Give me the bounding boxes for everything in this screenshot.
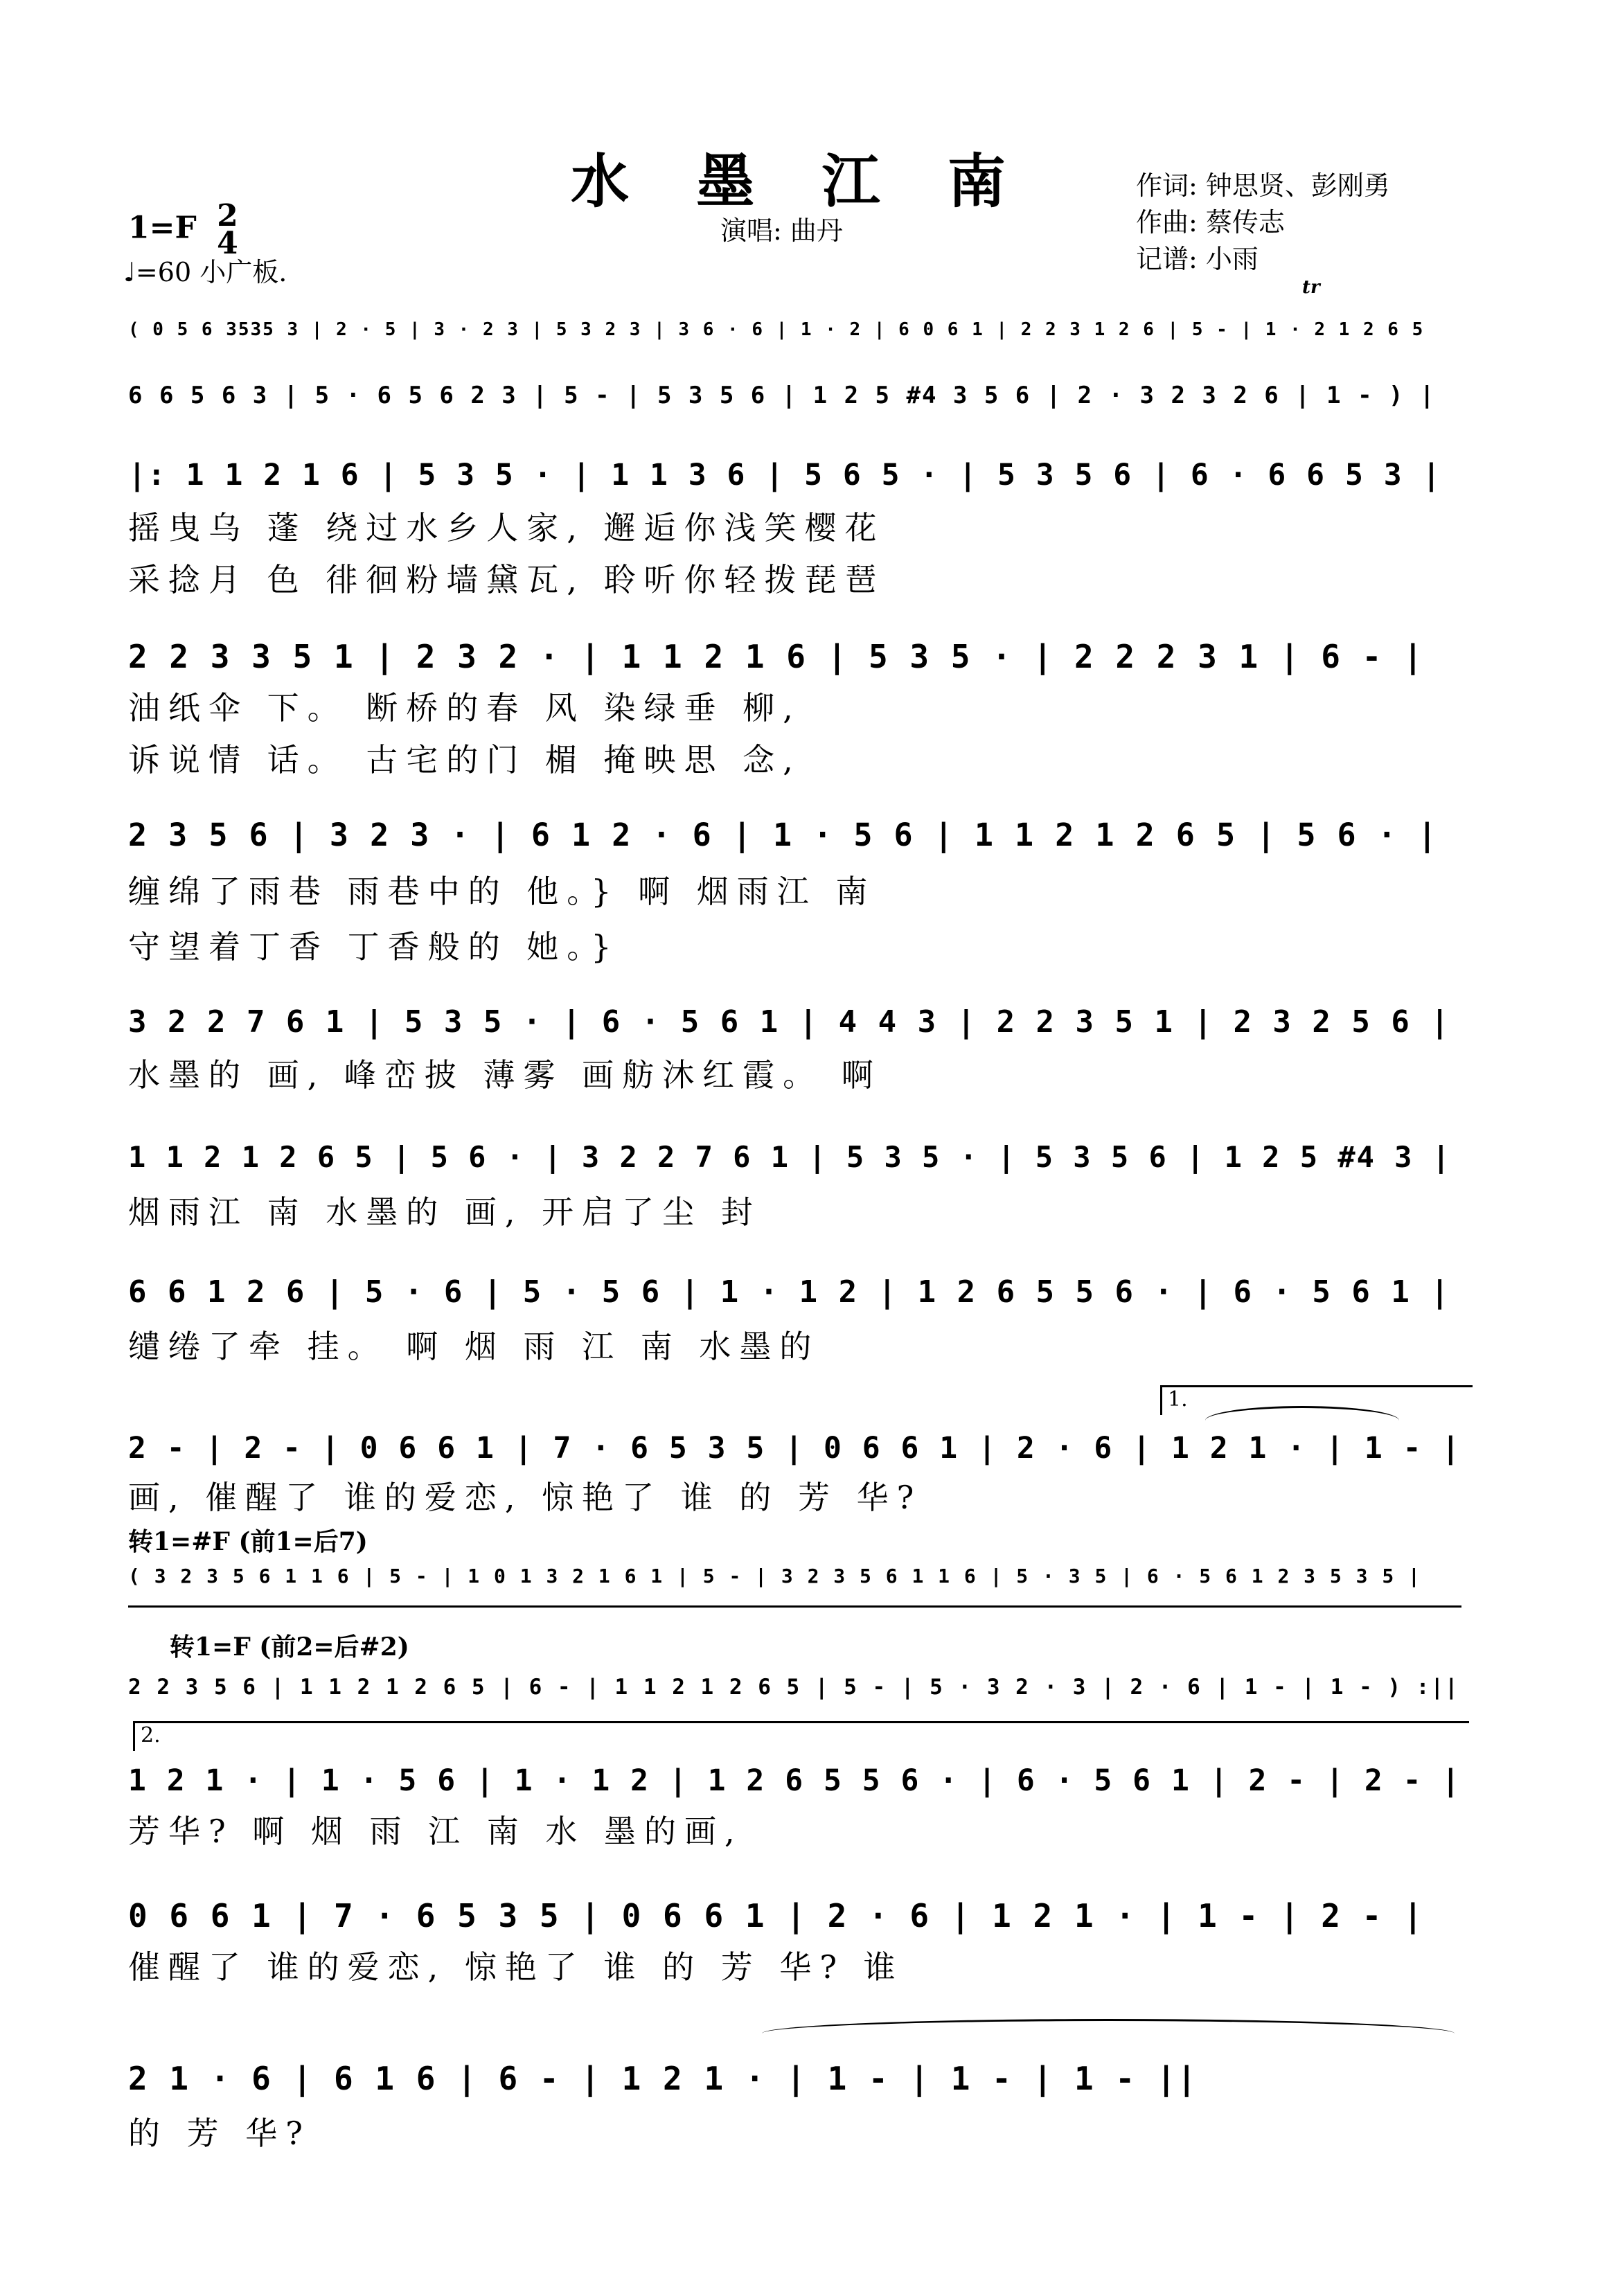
lyrics-verse-2: 采捻月 色 徘徊粉墙黛瓦, 聆听你轻拨琵琶 (128, 561, 885, 598)
notation-line: 1 1 2 1 2 6 5 | 5 6 · | 3 2 2 7 6 1 | 5 3 5 · | 5 3 5 6 | 1 2 5 #4 3 | (128, 1140, 1452, 1174)
score-system-13 (128, 1891, 1475, 1941)
score-system-6 (128, 997, 1475, 1047)
notation-line: 2 1 · 6 | 6 1 6 | 6 - | 1 2 1 · | 1 - | 1 - | 1 - || (128, 2060, 1198, 2097)
score-system-2 (128, 371, 1475, 420)
lyrics-verse-1: 油纸伞 下。 断桥的春 风 染绿垂 柳, (128, 689, 801, 727)
song-title: 水 墨 江 南 (571, 147, 1029, 215)
score-system-7 (128, 1132, 1475, 1182)
lyrics-verse-1: 烟雨江 南 水墨的 画, 开启了尘 封 (128, 1193, 761, 1231)
transcriber-credit: 记谱: 小雨 (1136, 244, 1259, 274)
lyrics-verse-1: 的 芳 华? (128, 2115, 311, 2152)
lyrics-verse-1: 画, 催醒了 谁的爱恋, 惊艳了 谁 的 芳 华? (128, 1479, 923, 1516)
notation-line: 2 3 5 6 | 3 2 3 · | 6 1 2 · 6 | 1 · 5 6 | 1 1 2 1 2 6 5 | 5 6 · | (128, 817, 1438, 853)
singer-credit: 演唱: 曲丹 (720, 215, 843, 246)
lyrics-verse-2: 守望着丁香 丁香般的 她。} (128, 928, 620, 965)
score-system-9 (128, 1423, 1475, 1473)
notation-line: 2 2 3 3 5 1 | 2 3 2 · | 1 1 2 1 6 | 5 3 5 · | 2 2 2 3 1 | 6 - | (128, 638, 1424, 675)
volta-second-ending: 2. (133, 1721, 1469, 1751)
notation-line: ( 3 2 3 5 6 1 1 6 | 5 - | 1 0 1 3 2 1 6 1 | 5 - | 3 2 3 5 6 1 1 6 | 5 · 3 5 | 6 · 5 6 1 2 3 5 3 5 | (128, 1565, 1421, 1587)
staff-divider (128, 1605, 1461, 1608)
time-signature (217, 198, 238, 261)
score-system-3 (128, 450, 1475, 500)
phrase-slur (762, 2019, 1455, 2034)
score-system-1 (128, 305, 1475, 355)
notation-line: 6 6 1 2 6 | 5 · 6 | 5 · 5 6 | 1 · 1 2 | 1 2 6 5 5 6 · | 6 · 5 6 1 | (128, 1274, 1450, 1310)
modulation-marking-1: 转1=#F (前1=后7) (128, 1527, 368, 1556)
lyrics-verse-1: 缱绻了牵 挂。 啊 烟 雨 江 南 水墨的 (128, 1328, 820, 1365)
volta-first-ending: 1. (1160, 1385, 1473, 1415)
lyrics-verse-1: 芳华? 啊 烟 雨 江 南 水 墨的画, (128, 1813, 743, 1850)
lyrics-verse-2: 诉说情 话。 古宅的门 楣 掩映思 念, (128, 741, 801, 778)
score-system-11 (128, 1662, 1475, 1712)
trill-mark: tr (1302, 277, 1320, 298)
score-system-5 (128, 810, 1475, 860)
notation-line: 2 - | 2 - | 0 6 6 1 | 7 · 6 5 3 5 | 0 6 6 1 | 2 · 6 | 1 2 1 · | 1 - | (128, 1431, 1461, 1466)
notation-line: 1 2 1 · | 1 · 5 6 | 1 · 1 2 | 1 2 6 5 5 6 · | 6 · 5 6 1 | 2 - | 2 - | (128, 1763, 1461, 1798)
key-signature (128, 198, 238, 261)
lyrics-verse-1: 催醒了 谁的爱恋, 惊艳了 谁 的 芳 华? 谁 (128, 1948, 904, 1986)
time-top: 2 (217, 198, 238, 233)
score-system-8 (128, 1267, 1475, 1317)
notation-line: 3 2 2 7 6 1 | 5 3 5 · | 6 · 5 6 1 | 4 4 3 | 2 2 3 5 1 | 2 3 2 5 6 | (128, 1004, 1450, 1040)
lyrics-verse-1: 缠绵了雨巷 雨巷中的 他。} 啊 烟雨江 南 (128, 873, 876, 910)
lyrics-verse-1: 摇曳乌 蓬 绕过水乡人家, 邂逅你浅笑樱花 (128, 509, 885, 546)
lyricist-credit: 作词: 钟思贤、彭刚勇 (1136, 170, 1390, 201)
score-system-12 (128, 1756, 1475, 1806)
notation-line: |: 1 1 2 1 6 | 5 3 5 · | 1 1 3 6 | 5 6 5 · | 5 3 5 6 | 6 · 6 6 5 3 | (128, 458, 1442, 492)
notation-line: 6 6 5 6 3 | 5 · 6 5 6 2 3 | 5 - | 5 3 5 6 | 1 2 5 #4 3 5 6 | 2 · 3 2 3 2 6 | 1 - ) | (128, 382, 1436, 409)
tempo-marking: ♩=60 小广板. (123, 257, 287, 287)
time-bottom: 4 (217, 226, 238, 261)
modulation-marking-2: 转1=F (前2=后#2) (170, 1632, 409, 1662)
score-system-14 (128, 2054, 1475, 2103)
key-label: 1=F (128, 210, 197, 246)
notation-line: ( 0 5 6 3535 3 | 2 · 5 | 3 · 2 3 | 5 3 2 3 | 3 6 · 6 | 1 · 2 | 6 0 6 1 | 2 2 3 1 2 6 | 5 - | 1 · 2 1 2 6 5 (128, 319, 1425, 340)
score-system-4 (128, 632, 1475, 682)
notation-line: 2 2 3 5 6 | 1 1 2 1 2 6 5 | 6 - | 1 1 2 1 2 6 5 | 5 - | 5 · 3 2 · 3 | 2 · 6 | 1 - | 1 - ) :|| (128, 1675, 1459, 1700)
composer-credit: 作曲: 蔡传志 (1136, 207, 1285, 238)
lyrics-verse-1: 水墨的 画, 峰峦披 薄雾 画舫沐红霞。 啊 (128, 1056, 882, 1094)
notation-line: 0 6 6 1 | 7 · 6 5 3 5 | 0 6 6 1 | 2 · 6 | 1 2 1 · | 1 - | 2 - | (128, 1897, 1424, 1934)
score-system-10 (128, 1551, 1475, 1601)
